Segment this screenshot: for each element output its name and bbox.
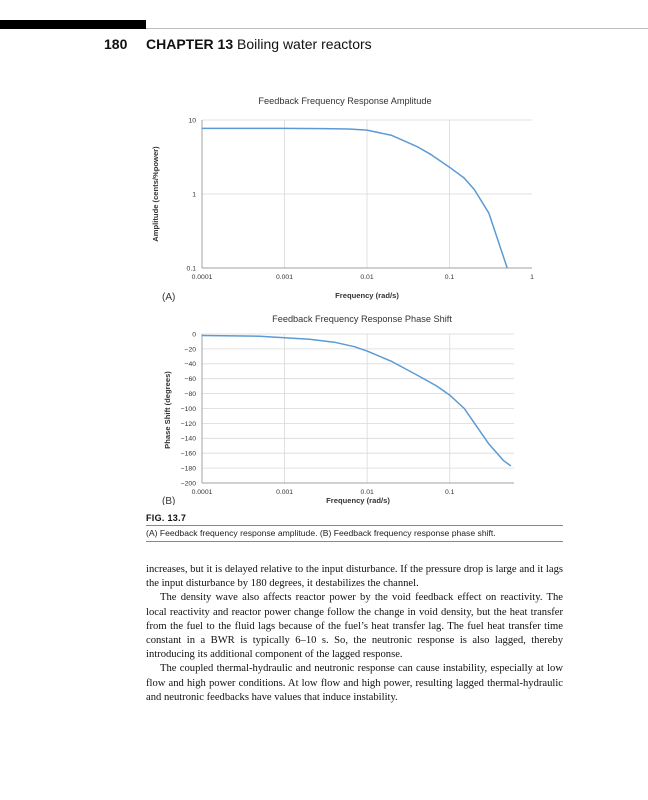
y-tick-label: 0.1: [186, 265, 196, 273]
x-tick-label: 0.001: [275, 274, 294, 281]
chart-title: Feedback Frequency Response Phase Shift: [272, 314, 452, 324]
panel-label: (B): [162, 496, 176, 505]
x-tick-label: 0.001: [276, 489, 294, 496]
series-line: [202, 128, 507, 268]
y-tick-label: −80: [184, 391, 196, 398]
x-tick-label: 0.01: [360, 274, 374, 281]
chart-title: Feedback Frequency Response Amplitude: [258, 96, 432, 106]
phase-shift-chart: [0, 305, 648, 505]
figure-caption: (A) Feedback frequency response amplitude. (B) Feedback frequency response phase shift.: [146, 528, 496, 538]
body-text: [146, 563, 563, 705]
y-tick-label: 0: [192, 331, 196, 339]
y-tick-label: −60: [184, 376, 196, 384]
chapter-title: Boiling water reactors: [237, 36, 372, 52]
y-tick-label: 1: [192, 191, 196, 199]
y-tick-label: −100: [180, 405, 196, 413]
y-tick-label: −20: [184, 346, 196, 354]
y-tick-label: −200: [180, 480, 196, 488]
caption-rule-top: [146, 525, 563, 526]
x-axis-label: Frequency (rad/s): [335, 291, 399, 300]
paragraph: The density wave also affects reactor power by the void feedback effect on reactivity. The local reactivity and reactor power change follow the change in void density, but the heat transfer from the fuel to the fluid lags because of the fuel’s heat transfer lag. The fuel heat transfer time constant in a BWR is typically 6–10 s. So, the neutronic response is also lagged, thereby introducing its additional component of the lagged response.: [146, 592, 563, 661]
caption-rule-bottom: [146, 541, 563, 542]
x-tick-label: 0.0001: [191, 274, 213, 281]
paragraph: increases, but it is delayed relative to the input disturbance. If the pressure drop is large and it lags the input disturbance by 180 degrees, it destabilizes the channel.: [146, 564, 563, 590]
x-tick-label: 0.0001: [191, 489, 213, 496]
chapter-label: CHAPTER 13: [146, 36, 234, 52]
series-line: [202, 336, 511, 466]
panel-label: (A): [162, 292, 176, 303]
y-axis-label: Phase Shift (degrees): [163, 371, 172, 449]
amplitude-chart: [0, 0, 648, 305]
y-tick-label: −180: [180, 465, 196, 473]
x-tick-label: 0.1: [444, 274, 455, 281]
figure-label: FIG. 13.7: [146, 513, 187, 523]
y-axis-label: Amplitude (cents/%power): [151, 146, 160, 242]
y-tick-label: −160: [180, 450, 196, 458]
x-tick-label: 0.01: [360, 489, 374, 496]
y-tick-label: −140: [180, 435, 196, 443]
page-number: 180: [104, 36, 128, 52]
x-axis-label: Frequency (rad/s): [326, 496, 390, 505]
x-tick-label: 1: [530, 274, 534, 281]
y-tick-label: −40: [184, 361, 196, 369]
x-tick-label: 0.1: [445, 489, 455, 496]
y-tick-label: 10: [188, 117, 196, 125]
y-tick-label: −120: [180, 420, 196, 428]
paragraph: The coupled thermal-hydraulic and neutronic response can cause instability, especially at low flow and high power conditions. At low flow and high power, resulting lagged thermal-hydraulic and neutronic feedbacks have values that induce instability.: [146, 663, 563, 703]
